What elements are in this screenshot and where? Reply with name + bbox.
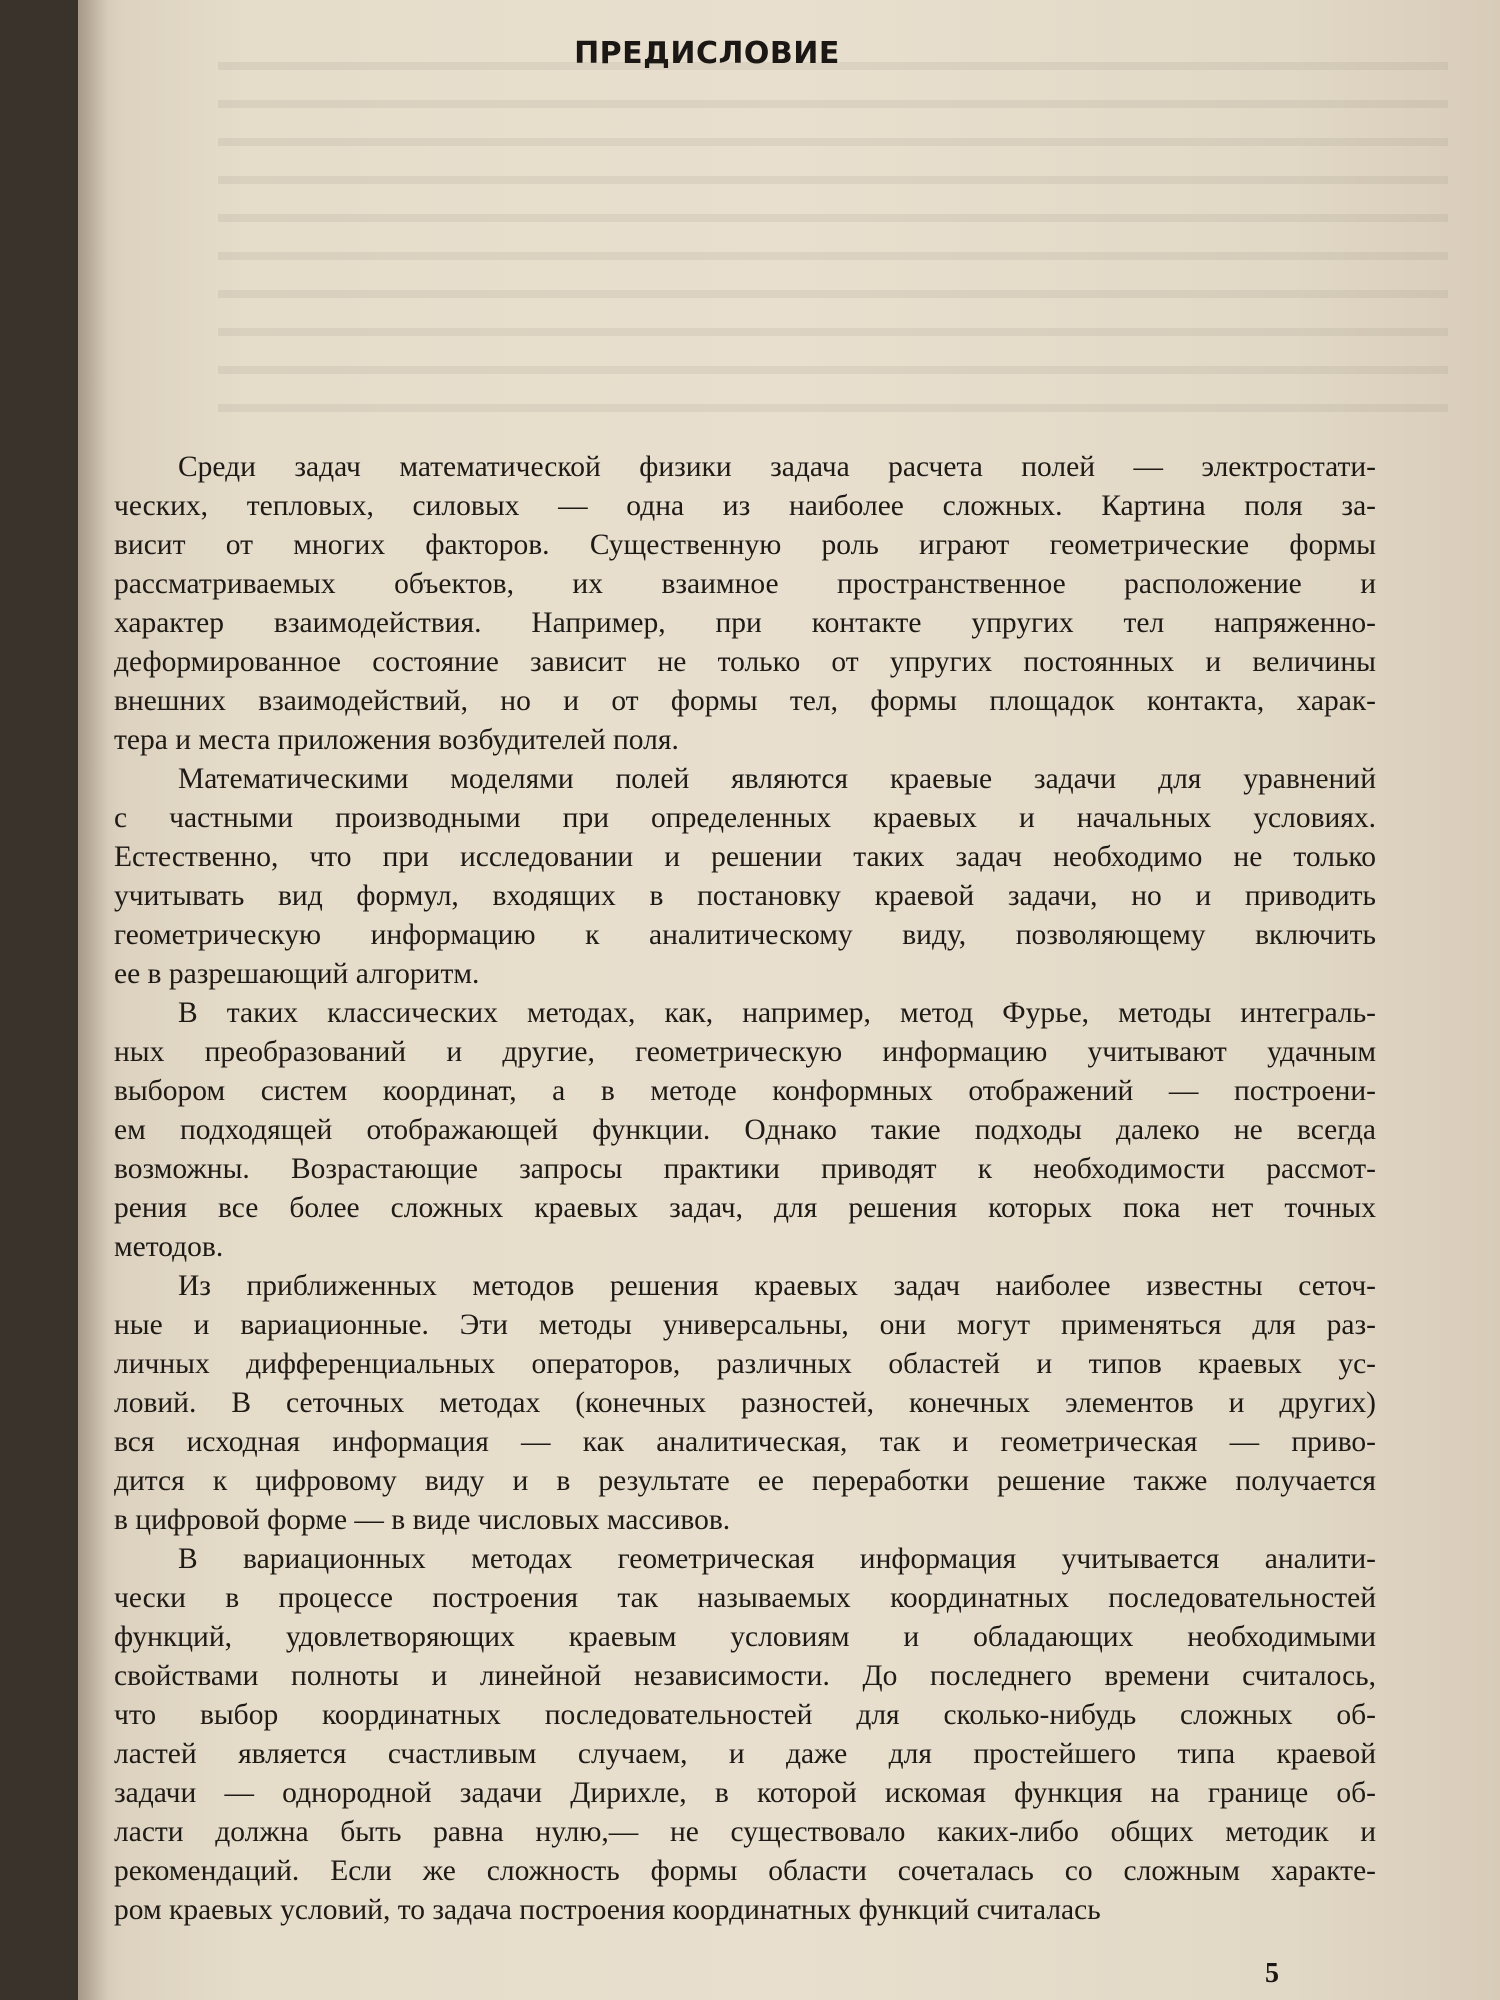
text-line: ловий. В сеточных методах (конечных разностей, конечных элементов и других): [114, 1387, 1376, 1419]
paragraph: [114, 760, 1376, 994]
text-line: Среди задач математической физики задача расчета полей — электростати-: [178, 451, 1376, 483]
text-line: методов.: [114, 1231, 224, 1263]
paragraph: [114, 1540, 1376, 1930]
text-line: ром краевых условий, то задача построения координатных функций считалась: [114, 1894, 1101, 1926]
body-text: [114, 448, 1376, 1930]
text-line: ные и вариационные. Эти методы универсальны, они могут применяться для раз-: [114, 1309, 1376, 1341]
text-line: функций, удовлетворяющих краевым условиям и обладающих необходимыми: [114, 1621, 1376, 1653]
text-line: В вариационных методах геометрическая информация учитывается аналити-: [178, 1543, 1376, 1575]
page-gutter-shadow: [78, 0, 108, 2000]
text-line: В таких классических методах, как, например, метод Фурье, методы интеграль-: [178, 997, 1376, 1029]
text-line: ем подходящей отображающей функции. Однако такие подходы далеко не всегда: [114, 1114, 1376, 1146]
text-line: Естественно, что при исследовании и решении таких задач необходимо не только: [114, 841, 1376, 873]
text-line: ласти должна быть равна нулю,— не существовало каких-либо общих методик и: [114, 1816, 1376, 1848]
text-line: учитывать вид формул, входящих в постановку краевой задачи, но и приводить: [114, 880, 1376, 912]
text-line: ных преобразований и другие, геометрическую информацию учитывают удачным: [114, 1036, 1376, 1068]
paragraph: [114, 994, 1376, 1267]
text-line: Математическими моделями полей являются краевые задачи для уравнений: [178, 763, 1376, 795]
text-line: дится к цифровому виду и в результате ее переработки решение также получается: [114, 1465, 1376, 1497]
text-line: задачи — однородной задачи Дирихле, в которой искомая функция на границе об-: [114, 1777, 1376, 1809]
text-line: возможны. Возрастающие запросы практики приводят к необходимости рассмот-: [114, 1153, 1376, 1185]
text-line: личных дифференциальных операторов, различных областей и типов краевых ус-: [114, 1348, 1376, 1380]
text-line: тера и места приложения возбудителей поля.: [114, 724, 679, 756]
text-line: рассматриваемых объектов, их взаимное пространственное расположение и: [114, 568, 1376, 600]
text-line: ее в разрешающий алгоритм.: [114, 958, 480, 990]
text-line: рекомендаций. Если же сложность формы области сочеталась со сложным характе-: [114, 1855, 1376, 1887]
text-line: что выбор координатных последовательностей для сколько-нибудь сложных об-: [114, 1699, 1376, 1731]
paragraph: [114, 1267, 1376, 1540]
text-line: выбором систем координат, а в методе конформных отображений — построени-: [114, 1075, 1376, 1107]
text-line: вся исходная информация — как аналитическая, так и геометрическая — приво-: [114, 1426, 1376, 1458]
text-line: в цифровой форме — в виде числовых массивов.: [114, 1504, 731, 1536]
text-line: с частными производными при определенных краевых и начальных условиях.: [114, 802, 1376, 834]
text-line: рения все более сложных краевых задач, для решения которых пока нет точных: [114, 1192, 1376, 1224]
text-line: ластей является счастливым случаем, и даже для простейшего типа краевой: [114, 1738, 1376, 1770]
page-heading: ПРЕДИСЛОВИЕ: [574, 36, 840, 71]
text-line: ческих, тепловых, силовых — одна из наиболее сложных. Картина поля за-: [114, 490, 1376, 522]
text-line: внешних взаимодействий, но и от формы тел, формы площадок контакта, харак-: [114, 685, 1376, 717]
text-line: Из приближенных методов решения краевых задач наиболее известны сеточ-: [178, 1270, 1376, 1302]
paragraph: [114, 448, 1376, 760]
text-line: геометрическую информацию к аналитическому виду, позволяющему включить: [114, 919, 1376, 951]
text-line: свойствами полноты и линейной независимости. До последнего времени считалось,: [114, 1660, 1376, 1692]
show-through-texture: [218, 40, 1448, 440]
text-line: характер взаимодействия. Например, при контакте упругих тел напряженно-: [114, 607, 1376, 639]
page-number: 5: [1265, 1958, 1279, 1989]
text-line: деформированное состояние зависит не только от упругих постоянных и величины: [114, 646, 1376, 678]
text-line: чески в процессе построения так называемых координатных последовательностей: [114, 1582, 1376, 1614]
text-line: висит от многих факторов. Существенную роль играют геометрические формы: [114, 529, 1376, 561]
